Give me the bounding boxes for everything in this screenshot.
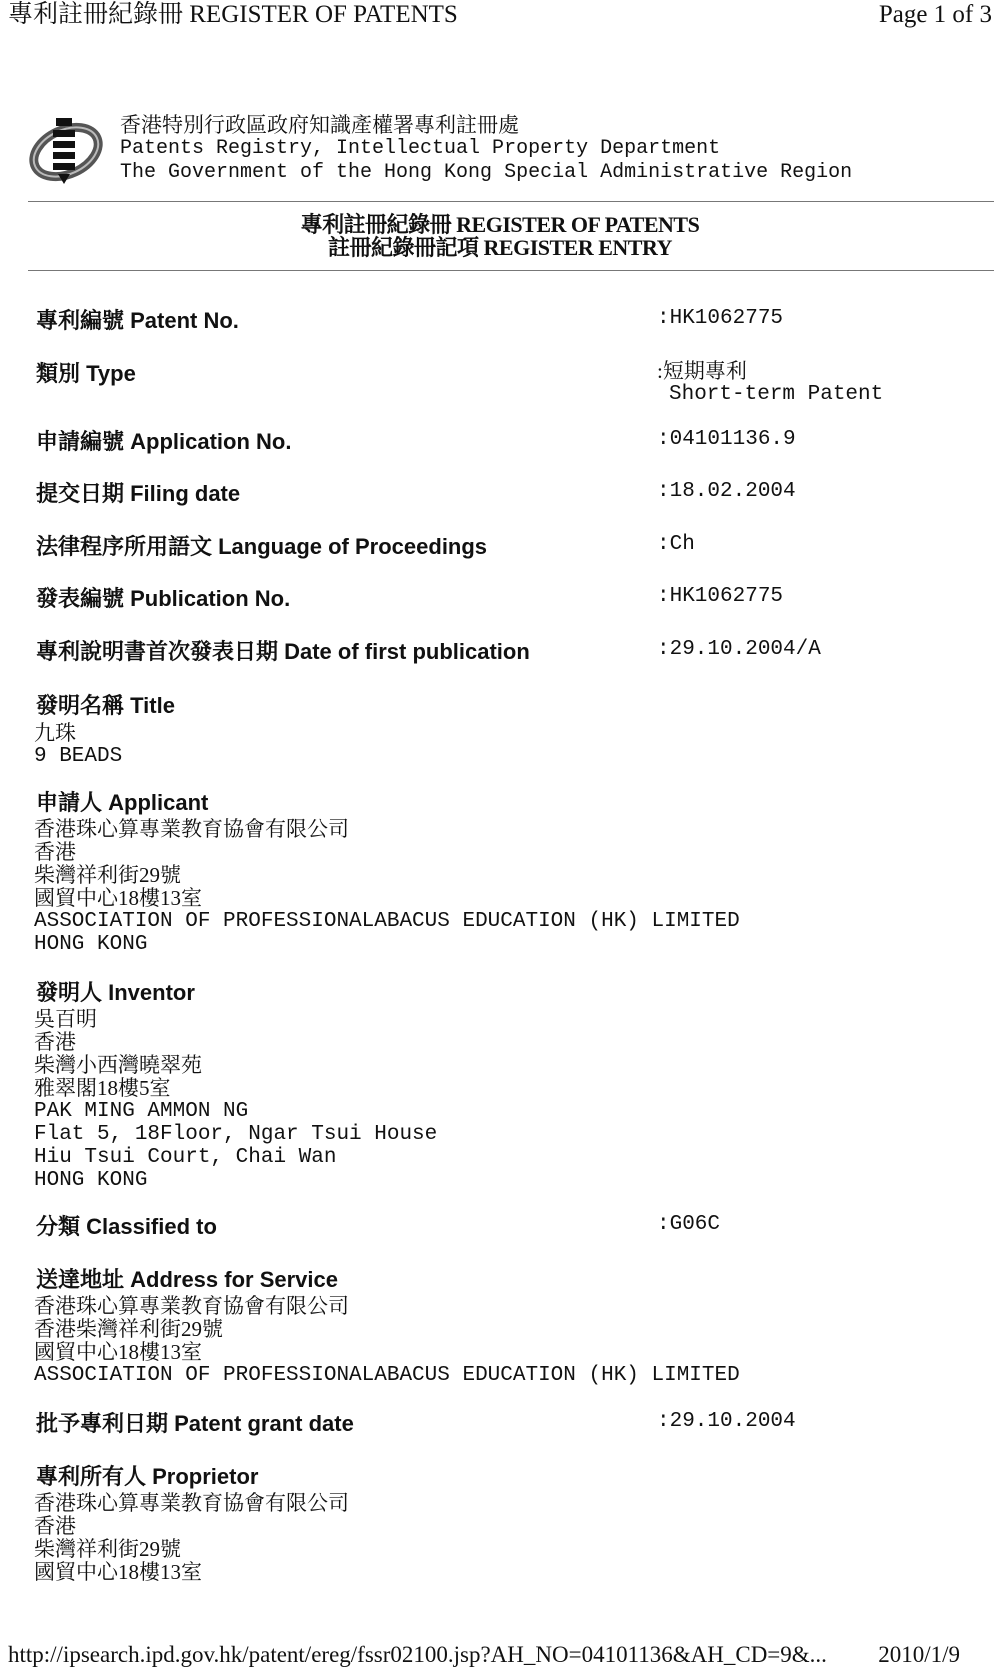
- inventor-line: Flat 5, 18Floor, Ngar Tsui House: [34, 1123, 438, 1146]
- footer-date: 2010/1/9: [878, 1642, 960, 1667]
- label-address-for-service: 送達地址 Address for Service: [36, 1267, 338, 1292]
- applicant-block: [34, 818, 740, 956]
- value-type-chinese: :短期專利: [657, 359, 747, 383]
- label-language: 法律程序所用語文 Language of Proceedings: [36, 534, 488, 559]
- label-application-no: 申請編號 Application No.: [36, 429, 292, 454]
- inventor-line: 吳百明: [34, 1007, 97, 1031]
- proprietor-block: [34, 1492, 349, 1584]
- department-line-english: Patents Registry, Intellectual Property Department: [120, 137, 721, 160]
- department-block: [120, 113, 852, 185]
- value-language: :Ch: [657, 533, 695, 556]
- label-classified-to: 分類 Classified to: [36, 1214, 217, 1239]
- address-line: 香港柴灣祥利街29號: [34, 1317, 223, 1341]
- form-title-line1: 專利註冊紀錄冊 REGISTER OF PATENTS: [300, 212, 700, 237]
- applicant-line: 柴灣祥利街29號: [34, 863, 181, 887]
- label-proprietor: 專利所有人 Proprietor: [36, 1464, 259, 1489]
- label-inventor: 發明人 Inventor: [36, 980, 195, 1005]
- inventor-line: HONG KONG: [34, 1169, 148, 1192]
- value-type: [657, 360, 883, 406]
- value-grant-date: :29.10.2004: [657, 1410, 796, 1433]
- applicant-line: ASSOCIATION OF PROFESSIONALABACUS EDUCATION (HK) LIMITED: [34, 910, 740, 933]
- title-line-chinese: 九珠: [34, 721, 76, 745]
- title-block: [34, 722, 122, 768]
- address-line: ASSOCIATION OF PROFESSIONALABACUS EDUCATION (HK) LIMITED: [34, 1364, 740, 1387]
- proprietor-line: 香港: [34, 1514, 76, 1538]
- inventor-line: 柴灣小西灣曉翠苑: [34, 1053, 202, 1077]
- department-line-chinese: 香港特別行政區政府知識產權署專利註冊處: [120, 113, 519, 137]
- inventor-line: 雅翠閣18樓5室: [34, 1076, 171, 1100]
- value-first-publication: :29.10.2004/A: [657, 638, 821, 661]
- label-type: 類別 Type: [36, 361, 136, 386]
- label-patent-no: 專利編號 Patent No.: [36, 308, 239, 333]
- footer-url: http://ipsearch.ipd.gov.hk/patent/ereg/fssr02100.jsp?AH_NO=04101136&AH_CD=9&...: [8, 1642, 827, 1667]
- form-title: [0, 213, 1000, 259]
- proprietor-line: 香港珠心算專業教育協會有限公司: [34, 1491, 349, 1515]
- hk-ipd-logo-icon: [26, 110, 116, 190]
- divider-top: [28, 201, 994, 202]
- applicant-line: 香港珠心算專業教育協會有限公司: [34, 817, 349, 841]
- label-applicant: 申請人 Applicant: [36, 790, 209, 815]
- title-line-english: 9 BEADS: [34, 745, 123, 768]
- applicant-line: HONG KONG: [34, 933, 148, 956]
- label-filing-date: 提交日期 Filing date: [36, 481, 241, 506]
- applicant-line: 國貿中心18樓13室: [34, 886, 202, 910]
- applicant-line: 香港: [34, 840, 76, 864]
- proprietor-line: 國貿中心18樓13室: [34, 1560, 202, 1584]
- inventor-block: [34, 1008, 437, 1192]
- label-grant-date: 批予專利日期 Patent grant date: [36, 1411, 354, 1436]
- inventor-line: 香港: [34, 1030, 76, 1054]
- label-publication-no: 發表編號 Publication No.: [36, 586, 291, 611]
- divider-below-title: [28, 270, 994, 271]
- address-for-service-block: [34, 1295, 740, 1387]
- page-number: Page 1 of 3: [878, 1, 992, 28]
- value-filing-date: :18.02.2004: [657, 480, 796, 503]
- department-line-government: The Government of the Hong Kong Special Administrative Region: [120, 161, 853, 184]
- value-classified-to: :G06C: [657, 1213, 721, 1236]
- inventor-line: PAK MING AMMON NG: [34, 1100, 249, 1123]
- label-title: 發明名稱 Title: [36, 693, 175, 718]
- inventor-line: Hiu Tsui Court, Chai Wan: [34, 1146, 337, 1169]
- value-publication-no: :HK1062775: [657, 585, 784, 608]
- form-title-line2: 註冊紀錄冊記項 REGISTER ENTRY: [328, 235, 672, 260]
- proprietor-line: 柴灣祥利街29號: [34, 1537, 181, 1561]
- label-first-publication: 專利說明書首次發表日期 Date of first publication: [36, 639, 530, 664]
- page-header-title: 專利註冊紀錄冊 REGISTER OF PATENTS: [8, 1, 458, 28]
- address-line: 國貿中心18樓13室: [34, 1340, 202, 1364]
- address-line: 香港珠心算專業教育協會有限公司: [34, 1294, 349, 1318]
- value-type-english: Short-term Patent: [669, 383, 884, 406]
- value-application-no: :04101136.9: [657, 428, 796, 451]
- value-patent-no: :HK1062775: [657, 307, 784, 330]
